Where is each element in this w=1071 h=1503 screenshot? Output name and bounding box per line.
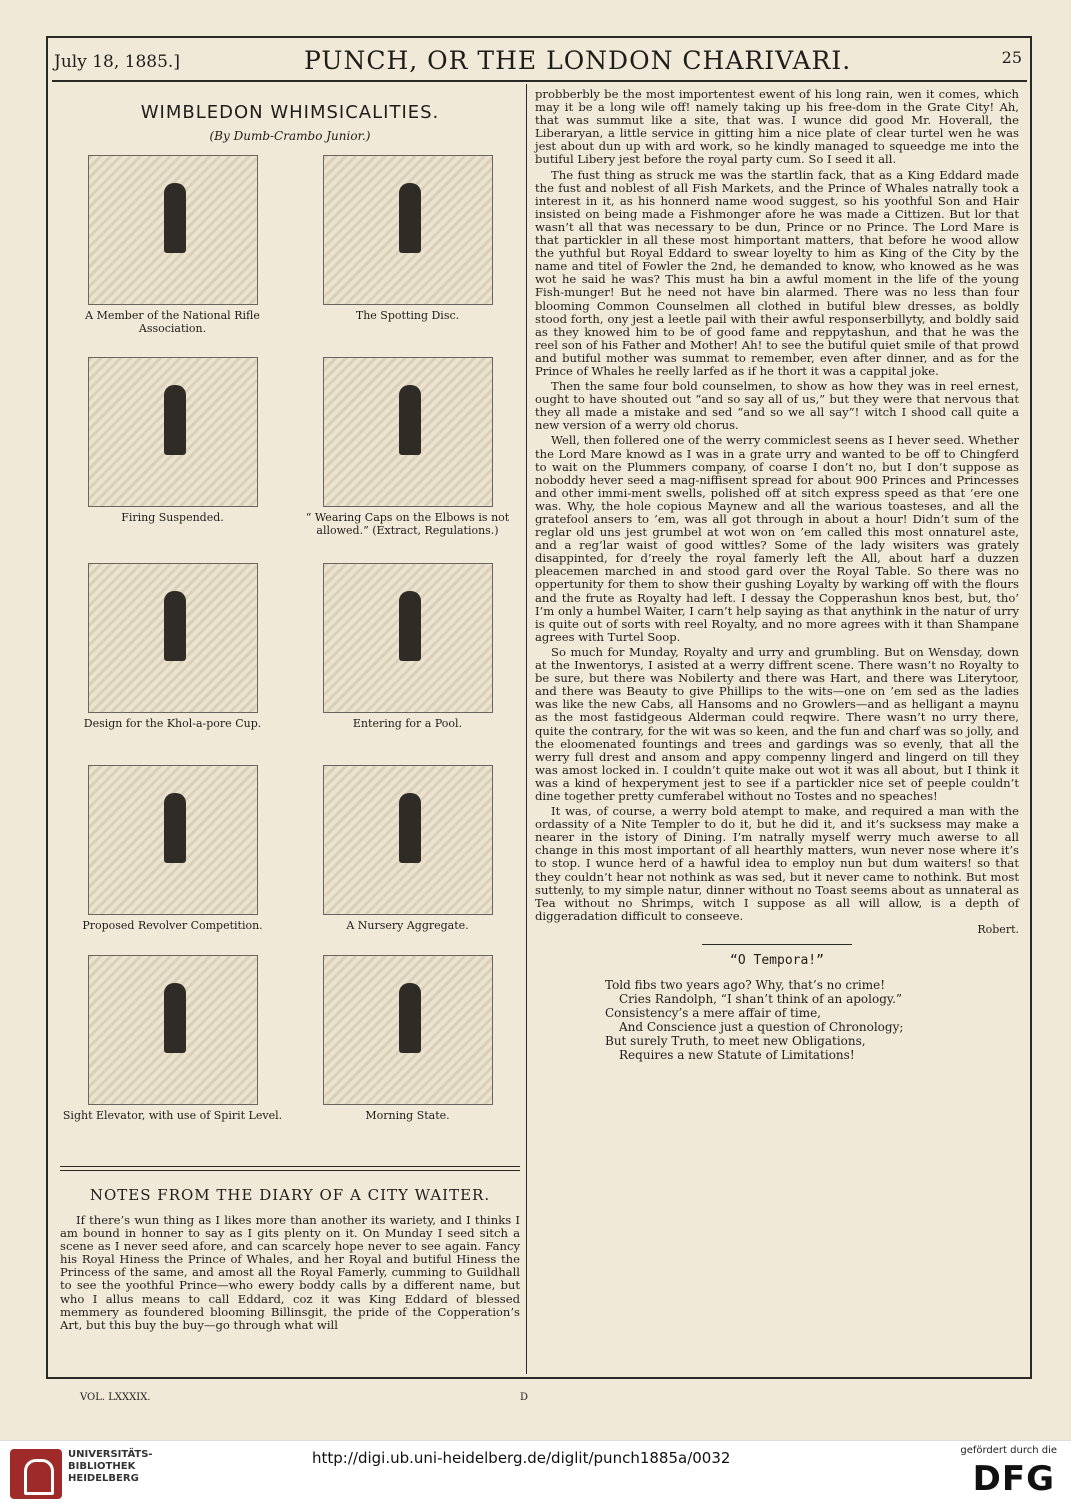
viewer-footer-bar [0, 1440, 1071, 1503]
publication-title: PUNCH, OR THE LONDON CHARIVARI. [304, 46, 852, 75]
article-paragraph: So much for Munday, Royalty and urry and grumbling. But on Wensday, down at the Inwentorys, I asisted at a werry diffrent scene. There wasn’t no Royalty to be sure, but there was Nobilerty and there was Hart, and there was Literytoor, and there was Beauty to give Phillips to the wits—one on ’em sed as the ladies was like the new Cabs, all Hansoms and no Growlers—and as helligant a maynu as the most fastidgeous Alderman could reqwire. There wasn’t no urry there, quite the contrary, for the wit was so keen, and the fun and charf was so jolly, and the eloomenated fountings and trees and gardings was so evenly, that all the werry full drest and ansom and appy compenny lingerd and lingerd on till they was amost locked in. I couldn’t quite make out wot it was all about, but I think it was a kind of hexperyment jest to see if a partickler nice set of peeple couldn’t dine together pretty cumferabel without no Tostes and no speaches! [535, 644, 1019, 803]
poem [605, 978, 1019, 1062]
poem-line: Cries Randolph, “I shan’t think of an apology.” [619, 991, 903, 1006]
illustration-image [88, 765, 258, 915]
poem-title: “O Tempora!” [730, 952, 824, 968]
signature-mark: D [520, 1392, 529, 1403]
notes-title: NOTES FROM THE DIARY OF A CITY WAITER. [89, 1186, 491, 1204]
illustration-caption: “ Wearing Caps on the Elbows is not allowed.” (Extract, Regulations.) [305, 511, 510, 537]
poem-line: And Conscience just a question of Chronology; [619, 1019, 904, 1034]
article-paragraph: Then the same four bold counselmen, to show as how they was in reel ernest, ought to have shouted out “and so say all of us,” but they were that nervous that they all made a mistake and sed “and so we all say”! witch I shood call quite a new version of a werry old chorus. [535, 379, 1019, 433]
header-rule [52, 80, 1027, 82]
illustration-8 [295, 765, 520, 932]
notes-article [60, 1186, 520, 1332]
university-library-logo-icon[interactable] [10, 1449, 62, 1499]
byline: (By Dumb-Crambo Junior.) [209, 129, 371, 143]
article-paragraph: Well, then follered one of the werry commiclest seens as I hever seed. Whether the Lord Mare knowd as I was in a grate urry and wanted to be off to Chingferd to wait on the Plummers company, of coarse I don’t no, but I don’t suppose as noboddy hever seed a mag-niffisent spread for about 900 Princes and Princesses and other immi-ment swells, polished off at sitch express speed as that ’ere one was. Why, the hole copious Maynew and all the warious toasteses, and all the gratefool ansers to ’em, was all got through in about a hour! Didn’t sum of the reglar old uns jest grumbel at wot won on ’em called this most onnaturel aste, and a reg’lar waist of good wittles? Some of the lady wisiters was grately disappinted, for d’reely the royal famerly left the All, about harf a duzzen pleacemen marched in and stood gard over the Royal Table. So there was no oppertunity for them to show their gushing Loyalty by warking off with the flours and the frute as Royalty had left. I dessay the Copperashun knos best, but, tho’ I’m only a humbel Waiter, I carn’t help saying as that anythink in the natur of urry is quite out of sorts with reel Royalty, and no more agrees with it than Shampane agrees with Turtel Soop. [535, 433, 1019, 644]
institution-name[interactable] [68, 1449, 153, 1485]
notes-paragraph: If there’s wun thing as I likes more than another its wariety, and I thinks I am bound in honner to say as I gits plenty on it. On Munday I seed sitch a scene as I never seed afore, and can scarcely hope never to see again. Fancy his Royal Hiness the Prince of Whales, and her Royal and butiful Hiness the Princess of the same, and amost all the Royal Famerly, cumming to Guildhall to see the yoothful Prince—who ewery boddy calls by a different name, but who I allus means to call Eddard, coz it was King Eddard of blessed memmery as foundered blooming Billinsgit, the pride of the Copperation’s Art, but this buy the buy—go through what will [60, 1213, 520, 1332]
column-rule [526, 84, 527, 1374]
poem-line: But surely Truth, to meet new Obligations, [605, 1033, 866, 1048]
whimsicalities-heading [60, 96, 520, 143]
section-divider [60, 1166, 520, 1167]
dfg-logo[interactable]: DFG [972, 1459, 1055, 1499]
illustration-image [88, 155, 258, 305]
poem-line: Consistency’s a mere affair of time, [605, 1005, 821, 1020]
notes-body [60, 1214, 520, 1332]
continued-article [535, 88, 1019, 923]
illustration-caption: Morning State. [365, 1109, 450, 1122]
poem-line: Requires a new Statute of Limitations! [619, 1047, 855, 1062]
section-title: WIMBLEDON WHIMSICALITIES. [140, 102, 440, 123]
article-paragraph: The fust thing as struck me was the startlin fack, that as a King Eddard made the fust and noblest of all Fish Markets, and the Prince of Whales natrally took a interest in it, as his honnerd name wood suggest, so his yoothful Son and Hair insisted on being made a Fishmonger afore he was made a Cittizen. But lor that wasn’t all that was necessary to be dun, Prince or no Prince. The Lord Mare is that partickler in all these most himportant matters, that before he wood allow the yuthful but Royal Eddard to swear loyelty to him as King of the City by the name and titel of Fowler the 2nd, he demanded to know, who knowed as he was wot he said he was? This must ha bin a awful moment in the life of the young Fish-munger! But he need not have bin alarmed. There was no less than four blooming Common Counselmen all clothed in butiful blew dresses, as boldly stood forth, ony jest a leetle pail with their awful responserbillyty, and boldly said as they knowed him to be of good fame and reppytashun, and that he was the reel son of his Father and Mother! Ah! to see the butiful quiet smile of that prowd and butiful mother was summat to remember, even after dinner, and as for the Prince of Whales he reelly larfed as if he thort it was a cappital joke. [535, 167, 1019, 378]
page-header [54, 42, 1028, 76]
document-url-link[interactable]: http://digi.ub.uni-heidelberg.de/diglit/punch1885a/0032 [312, 1449, 731, 1467]
illustration-5 [60, 563, 285, 730]
institution-line: BIBLIOTHEK [68, 1461, 136, 1472]
illustration-image [323, 563, 493, 713]
illustration-image [88, 563, 258, 713]
article-paragraph: probberbly be the most importentest ewent of his long rain, wen it comes, which may it be a long wile off! namely taking up his free-dom in the Grate City! Ah, that was summut like a site, that was. I wunce did good Mr. Hoverall, the Liberaryan, a little service in gitting him a nice plate of clear turtel wen he was jest about dun up with ard work, so he kindly managed to squeedge me into the butiful Libery jest before the royal party cum. So I seed it all. [535, 87, 1019, 167]
illustration-3 [60, 357, 285, 524]
illustration-7 [60, 765, 285, 932]
illustration-image [323, 155, 493, 305]
illustration-caption: Entering for a Pool. [352, 717, 463, 730]
illustration-image [323, 955, 493, 1105]
article-paragraph: It was, of course, a werry bold atempt to make, and required a man with the ordassity of a Nite Templer to do it, but he did it, and it’s sucksess may make a nearer in the istory of Dining. I’m natrally myself werry much awerse to all change in this most important of all hearthly matters, wun never nose where it’s to stop. I wunce herd of a hawful idea to employ nun but dum waiters! so that they couldn’t hear not nothink as was sed, but it never came to nothink. But most suttenly, to my simple natur, dinner without no Toast seems about as unnateral as Tea without no Shrimps, witch I suppose as all will allow, is a depth of diggeradation difficult to conseeve. [535, 804, 1019, 923]
illustration-caption: Design for the Khol-a-pore Cup. [83, 717, 262, 730]
illustration-image [323, 765, 493, 915]
illustration-caption: The Spotting Disc. [355, 309, 460, 322]
illustration-image [88, 357, 258, 507]
institution-line: UNIVERSITÄTS- [68, 1449, 153, 1460]
volume-label: VOL. LXXXIX. [80, 1392, 151, 1403]
issue-date: July 18, 1885.] [54, 52, 180, 72]
illustration-image [88, 955, 258, 1105]
illustration-caption: Firing Suspended. [121, 511, 224, 524]
illustration-9 [60, 955, 285, 1122]
illustration-1 [60, 155, 285, 335]
illustration-6 [295, 563, 520, 730]
poem-line: Told fibs two years ago? Why, that’s no crime! [605, 977, 886, 992]
illustration-caption: A Nursery Aggregate. [346, 919, 469, 932]
funder-label: gefördert durch die [960, 1445, 1057, 1456]
illustration-caption: Sight Elevator, with use of Spirit Level. [62, 1109, 283, 1122]
illustration-image [323, 357, 493, 507]
right-column [535, 86, 1019, 1062]
illustration-4 [295, 357, 520, 537]
illustration-caption: Proposed Revolver Competition. [82, 919, 263, 932]
page-number: 25 [1001, 48, 1022, 67]
section-divider [60, 1170, 520, 1171]
illustration-caption: A Member of the National Rifle Association. [85, 309, 260, 335]
poem-divider [702, 944, 852, 945]
illustration-2 [295, 155, 520, 322]
institution-line: HEIDELBERG [68, 1473, 139, 1484]
article-signature: Robert. [977, 922, 1019, 936]
page-footer [80, 1392, 1010, 1412]
illustration-10 [295, 955, 520, 1122]
